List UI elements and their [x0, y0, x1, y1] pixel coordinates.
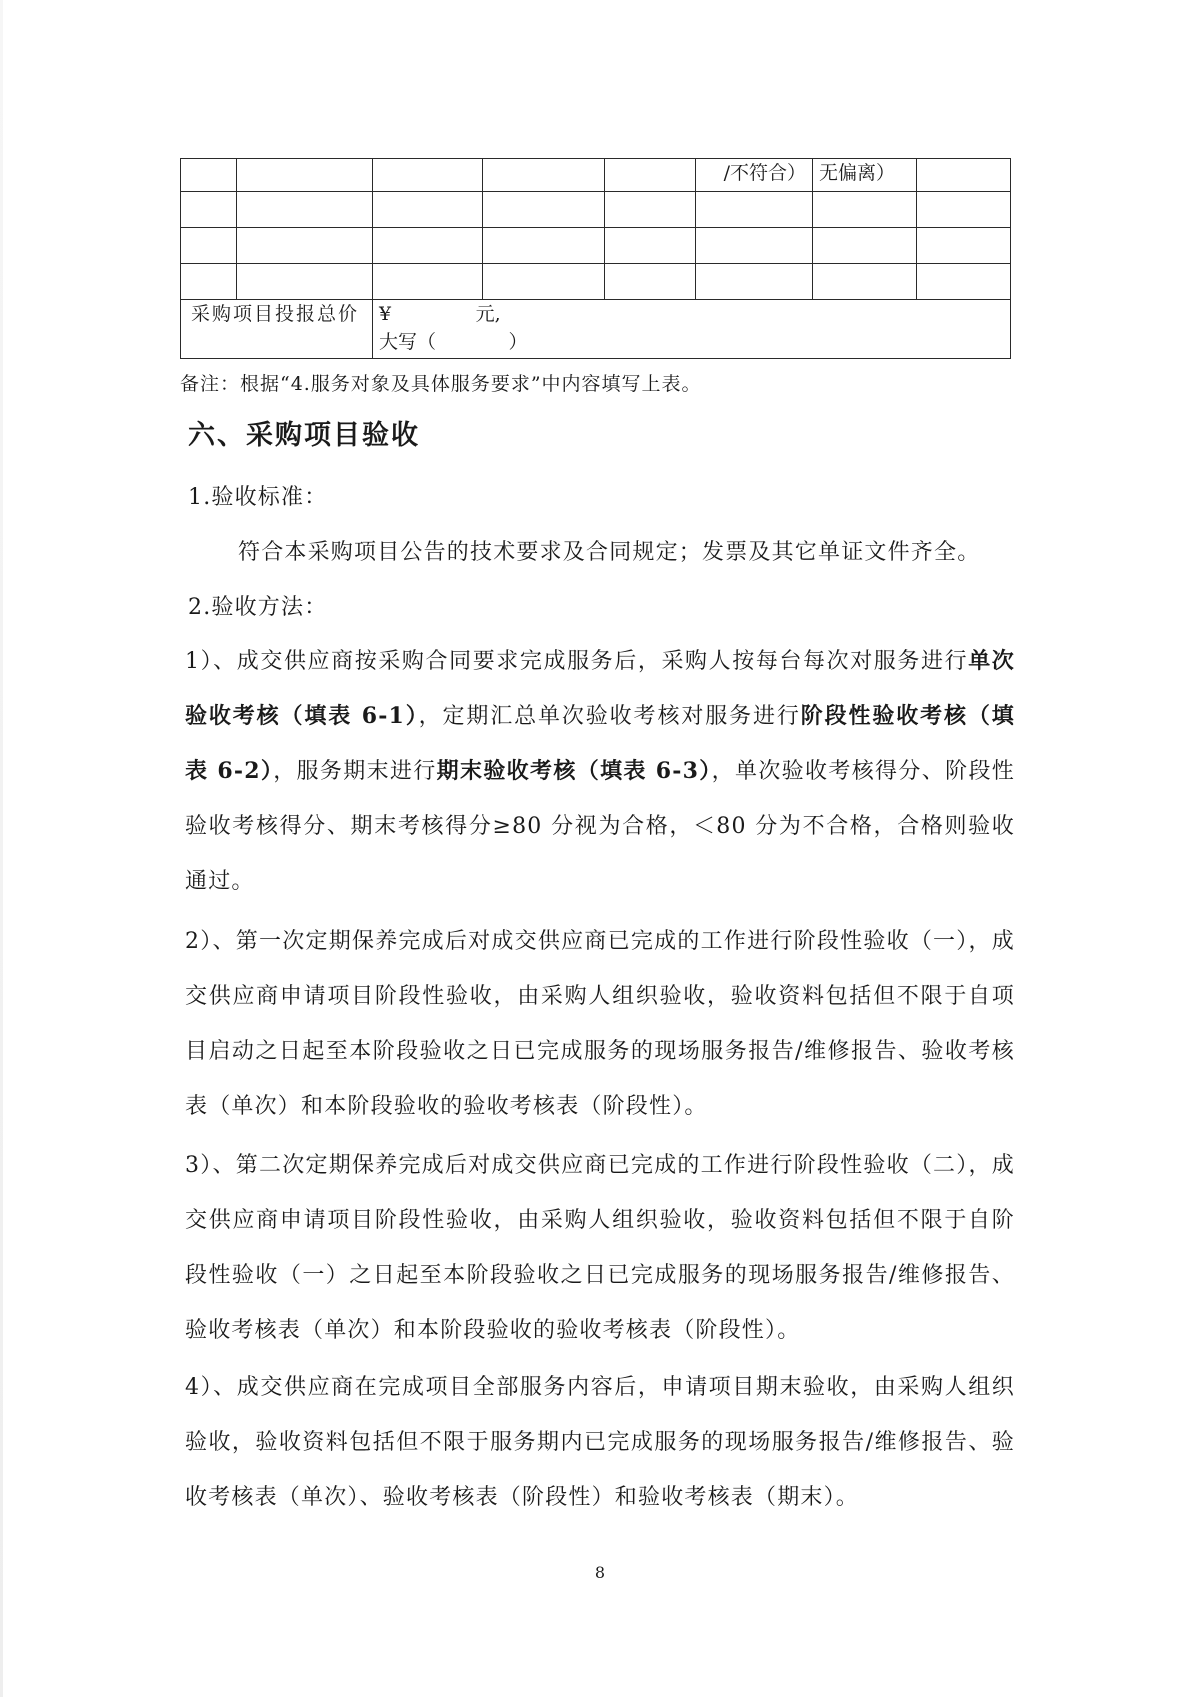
method-item-3: 3）、第二次定期保养完成后对成交供应商已完成的工作进行阶段性验收（二），成交供应商申请项目阶段性验收，由采购人组织验收，验收资料包括但不限于自阶段性验收（一）之日起至本阶段验收之日已完成服务的现场服务报告/维修报告、验收考核表（单次）和本阶段验收的验收考核表（阶段性）。: [185, 1153, 1015, 1343]
table-cell[interactable]: [483, 192, 605, 228]
acceptance-standard-text: 符合本采购项目公告的技术要求及合同规定；发票及其它单证文件齐全。: [238, 540, 981, 565]
table-cell[interactable]: [605, 228, 696, 264]
table-cell[interactable]: [813, 264, 917, 300]
method-item-1-text: ，单次验收考核得分、阶段性验收考核得分、期末考核得分≥80 分视为合格，＜80 分为不合格，合格则验收通过。: [185, 759, 1015, 894]
method-item-4: 4）、成交供应商在完成项目全部服务内容后，申请项目期末验收，由采购人组织验收，验收资料包括但不限于服务期内已完成服务的现场服务报告/维修报告、验收考核表（单次）、验收考核表（阶段性）和验收考核表（期末）。: [185, 1375, 1015, 1510]
table-cell[interactable]: [181, 264, 237, 300]
total-price-amount: ¥ 元,: [379, 303, 501, 325]
total-price-in-words: 大写（ ）: [379, 331, 528, 353]
acceptance-method-title: 2.验收方法：: [188, 595, 328, 620]
table-cell[interactable]: [237, 264, 373, 300]
table-note: 备注：根据“4.服务对象及具体服务要求”中内容填写上表。: [180, 373, 702, 395]
table-cell[interactable]: [373, 228, 483, 264]
section-heading: 六、采购项目验收: [188, 420, 420, 451]
table-cell[interactable]: [181, 228, 237, 264]
table-cell[interactable]: [373, 192, 483, 228]
table-cell[interactable]: [813, 228, 917, 264]
table-cell[interactable]: [483, 264, 605, 300]
table-cell[interactable]: [373, 264, 483, 300]
total-price-label: 采购项目投报总价: [181, 300, 373, 359]
method-item-2: 2）、第一次定期保养完成后对成交供应商已完成的工作进行阶段性验收（一），成交供应商申请项目阶段性验收，由采购人组织验收，验收资料包括但不限于自项目启动之日起至本阶段验收之日已完成服务的现场服务报告/维修报告、验收考核表（单次）和本阶段验收的验收考核表（阶段性）。: [185, 929, 1015, 1119]
table-cell[interactable]: [237, 159, 373, 192]
table-cell[interactable]: [181, 159, 237, 192]
table-row: [181, 159, 1011, 192]
method-item-1-text: ，服务期末进行: [273, 759, 437, 784]
method-item-1-bold: 阶段性验收考核（填表 6-2）: [185, 703, 1015, 784]
table-cell[interactable]: [605, 159, 696, 192]
method-item-1: [185, 634, 1015, 909]
page-number: 8: [594, 1563, 606, 1582]
table-cell[interactable]: [237, 192, 373, 228]
table-cell[interactable]: [917, 264, 1011, 300]
total-price-value[interactable]: [373, 300, 1011, 359]
table-cell[interactable]: [917, 228, 1011, 264]
table-cell[interactable]: [605, 264, 696, 300]
table-row: [181, 192, 1011, 228]
method-item-1-bold: 期末验收考核（填表 6-3）: [436, 758, 712, 784]
table-cell[interactable]: [696, 264, 813, 300]
table-cell[interactable]: [605, 192, 696, 228]
table-row: [181, 264, 1011, 300]
acceptance-standard-title: 1.验收标准：: [188, 485, 328, 510]
table-cell[interactable]: [237, 228, 373, 264]
table-cell[interactable]: [181, 192, 237, 228]
method-item-1-text: 1）、成交供应商按采购合同要求完成服务后，采购人按每台每次对服务进行: [185, 649, 969, 674]
table-cell[interactable]: [917, 192, 1011, 228]
table-row: [181, 228, 1011, 264]
table-cell[interactable]: [696, 192, 813, 228]
table-cell[interactable]: [917, 159, 1011, 192]
table-cell[interactable]: [373, 159, 483, 192]
table-cell[interactable]: [483, 228, 605, 264]
method-item-1-bold: 单次验收考核（填表 6-1）: [185, 648, 1015, 729]
quote-table: [180, 158, 1011, 359]
scan-edge: [0, 0, 3, 1697]
table-cell[interactable]: [696, 228, 813, 264]
method-item-1-text: ，定期汇总单次验收考核对服务进行: [418, 704, 801, 729]
table-cell[interactable]: [813, 192, 917, 228]
table-cell[interactable]: [483, 159, 605, 192]
total-price-row: [181, 300, 1011, 359]
table-cell[interactable]: 无偏离）: [813, 159, 917, 192]
table-cell[interactable]: /不符合）: [696, 159, 813, 192]
